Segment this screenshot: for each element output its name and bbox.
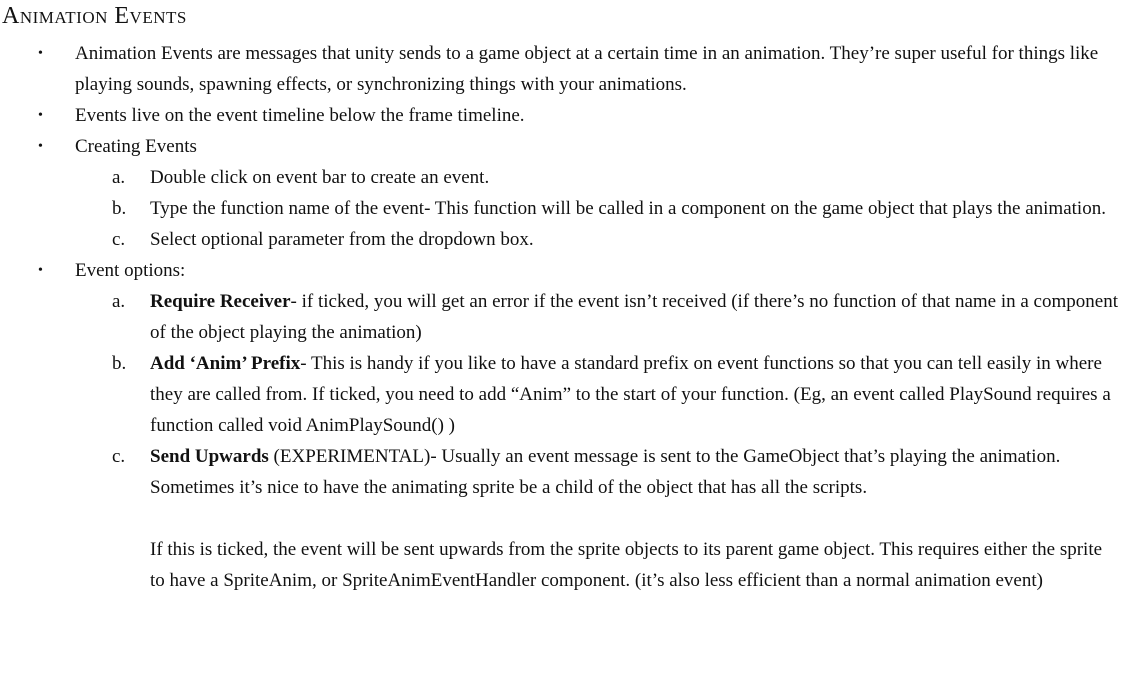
list-item-text: Double click on event bar to create an event.: [150, 167, 490, 188]
bullet-icon: •: [38, 139, 43, 154]
list-marker: b.: [112, 198, 127, 219]
list-item: [75, 162, 1121, 193]
bullet-icon: •: [38, 46, 43, 61]
list-item-require-receiver: [75, 286, 1121, 348]
list-marker: c.: [112, 446, 126, 467]
list-item-text: [150, 286, 1119, 348]
bullet-icon: •: [38, 263, 43, 278]
bullet-text: Events live on the event timeline below the frame timeline.: [75, 105, 525, 126]
bullet-text: Creating Events: [75, 136, 197, 157]
option-name: Add ‘Anim’ Prefix: [150, 353, 301, 374]
list-item: [75, 224, 1121, 255]
bullet-list: [0, 38, 1123, 596]
event-options-list: [75, 286, 1121, 596]
option-description: - if ticked, you will get an error if the event isn’t received (if there’s no function of that name in a component of the object playing the animation): [150, 291, 1118, 343]
list-item-text: [150, 441, 1119, 503]
page-title: Animation Events: [2, 3, 187, 29]
bullet-item-event-options: [0, 255, 1123, 596]
option-name: Send Upwards: [150, 446, 269, 467]
list-marker: c.: [112, 229, 126, 250]
creating-events-steps: [75, 162, 1121, 255]
option-name: Require Receiver: [150, 291, 291, 312]
bullet-icon: •: [38, 108, 43, 123]
bullet-text: Animation Events are messages that unity sends to a game object at a certain time in an animation. They’re super useful for things like playing sounds, spawning effects, or synchronizing things with your animations.: [75, 43, 1099, 95]
bullet-text: Event options:: [75, 260, 186, 281]
option-description: (EXPERIMENTAL)- Usually an event message is sent to the GameObject that’s playing the animation. Sometimes it’s nice to have the animating sprite be a child of the object that has all the scripts.: [150, 446, 1061, 498]
list-item-text: Select optional parameter from the dropdown box.: [150, 229, 534, 250]
list-marker: b.: [112, 353, 127, 374]
bullet-item-creating-events: [0, 131, 1123, 255]
option-description-continued: If this is ticked, the event will be sent upwards from the sprite objects to its parent game object. This requires either the sprite to have a SpriteAnim, or SpriteAnimEventHandler component. (it’s also less efficient than a normal animation event): [150, 539, 1103, 591]
option-description: - This is handy if you like to have a standard prefix on event functions so that you can tell easily in where they are called from. If ticked, you need to add “Anim” to the start of your function. (Eg, an event called PlaySound requires a function called void AnimPlaySound() ): [150, 353, 1111, 436]
paragraph-spacer: [150, 503, 1119, 534]
list-item-text: Type the function name of the event- This function will be called in a component on the game object that plays the animation.: [150, 198, 1106, 219]
list-marker: a.: [112, 291, 126, 312]
bullet-item-events-live: [0, 100, 1123, 131]
list-item-send-upwards: [75, 441, 1121, 596]
list-item-text: [150, 348, 1119, 441]
list-item-add-anim-prefix: [75, 348, 1121, 441]
bullet-item-animation-events: [0, 38, 1123, 100]
list-marker: a.: [112, 167, 126, 188]
list-item: [75, 193, 1121, 224]
